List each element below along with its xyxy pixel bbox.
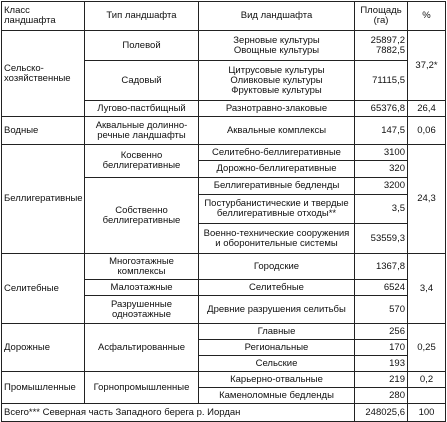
area-field-1: 25897,2	[370, 34, 405, 46]
kind-industry: Каменоломные бедленды	[199, 388, 355, 404]
type-belli-own: Собственно беллигеративные	[85, 178, 199, 254]
kind-garden-3: Фруктовые культуры	[231, 84, 322, 96]
table-row	[2, 254, 446, 280]
total-area: 248025,6	[355, 404, 408, 422]
kind-belli: Постурбанистические и твердые беллигеративные отходы**	[199, 195, 355, 224]
type-road: Асфальтированные	[85, 324, 199, 372]
percent-road: 0,25	[408, 324, 446, 372]
area-settle: 570	[355, 296, 408, 324]
header-percent: %	[408, 2, 446, 31]
kind-garden-2: Оливковые культуры	[230, 74, 323, 86]
area-road: 193	[355, 356, 408, 372]
area-meadow: 65376,8	[355, 101, 408, 117]
total-percent: 100	[408, 404, 446, 422]
area-water: 147,5	[355, 117, 408, 145]
area-garden: 71115,5	[355, 61, 408, 101]
class-road: Дорожные	[2, 324, 85, 372]
kind-belli: Селитебно-беллигеративные	[199, 145, 355, 161]
kind-field-1: Зерновые культуры	[233, 34, 320, 46]
area-industry: 280	[355, 388, 408, 404]
percent-belli: 24,3	[408, 145, 446, 254]
table-row	[2, 372, 446, 388]
area-industry: 219	[355, 372, 408, 388]
area-belli: 3200	[355, 178, 408, 195]
kind-industry: Карьерно-отвальные	[199, 372, 355, 388]
header-kind: Вид ландшафта	[199, 2, 355, 31]
kind-road: Региональные	[199, 340, 355, 356]
kind-field-2: Овощные культуры	[233, 44, 320, 56]
area-belli: 53559,3	[355, 224, 408, 254]
total-label: Всего*** Северная часть Западного берега р. Иордан	[2, 404, 355, 422]
type-water: Аквальные долинно-речные ландшафты	[85, 117, 199, 145]
kind-belli: Дорожно-беллигеративные	[199, 161, 355, 178]
header-area: Площадь (га)	[355, 2, 408, 31]
type-settle: Малоэтажные	[85, 280, 199, 296]
type-meadow: Лугово-пастбищный	[85, 101, 199, 117]
class-belli: Беллигеративные	[2, 145, 85, 254]
table-row	[2, 117, 446, 145]
kind-belli: Военно-технические сооружения и оборонительные системы	[199, 224, 355, 254]
class-settle: Селитебные	[2, 254, 85, 324]
area-settle: 1367,8	[355, 254, 408, 280]
area-belli: 320	[355, 161, 408, 178]
percent-agri-1: 37,2*	[408, 31, 446, 101]
type-field: Полевой	[85, 31, 199, 61]
percent-water: 0,06	[408, 117, 446, 145]
kind-road: Главные	[199, 324, 355, 340]
area-settle: 6524	[355, 280, 408, 296]
kind-settle: Городские	[199, 254, 355, 280]
percent-industry: 0,2	[408, 372, 446, 388]
type-settle: Разрушенные одноэтажные	[85, 296, 199, 324]
kind-road: Сельские	[199, 356, 355, 372]
percent-industry-empty	[408, 388, 446, 404]
table-row	[2, 145, 446, 161]
header-row	[2, 2, 446, 31]
class-water: Водные	[2, 117, 85, 145]
kind-meadow: Разнотравно-злаковые	[199, 101, 355, 117]
kind-garden-1: Цитрусовые культуры	[228, 64, 325, 76]
area-field	[355, 31, 408, 61]
header-class: Класс ландшафта	[2, 2, 85, 31]
header-type: Тип ландшафта	[85, 2, 199, 31]
area-road: 256	[355, 324, 408, 340]
table-row	[2, 324, 446, 340]
area-road: 170	[355, 340, 408, 356]
total-row	[2, 404, 446, 422]
type-garden: Садовый	[85, 61, 199, 101]
kind-belli: Беллигеративные бедленды	[199, 178, 355, 195]
kind-settle: Древние разрушения селитьбы	[199, 296, 355, 324]
type-settle: Многоэтажные комплексы	[85, 254, 199, 280]
kind-field	[199, 31, 355, 61]
class-industry: Промышленные	[2, 372, 85, 404]
area-belli: 3100	[355, 145, 408, 161]
class-agri: Сельско-хозяйственные	[2, 31, 85, 117]
kind-water: Аквальные комплексы	[199, 117, 355, 145]
table-row	[2, 31, 446, 61]
area-belli: 3,5	[355, 195, 408, 224]
landscape-table	[1, 1, 446, 422]
percent-meadow: 26,4	[408, 101, 446, 117]
type-belli-indirect: Косвенно беллигеративные	[85, 145, 199, 178]
percent-settle: 3,4	[408, 254, 446, 324]
area-field-2: 7882,5	[375, 44, 405, 56]
kind-garden	[199, 61, 355, 101]
type-industry: Горнопромышленные	[85, 372, 199, 404]
kind-settle: Селитебные	[199, 280, 355, 296]
